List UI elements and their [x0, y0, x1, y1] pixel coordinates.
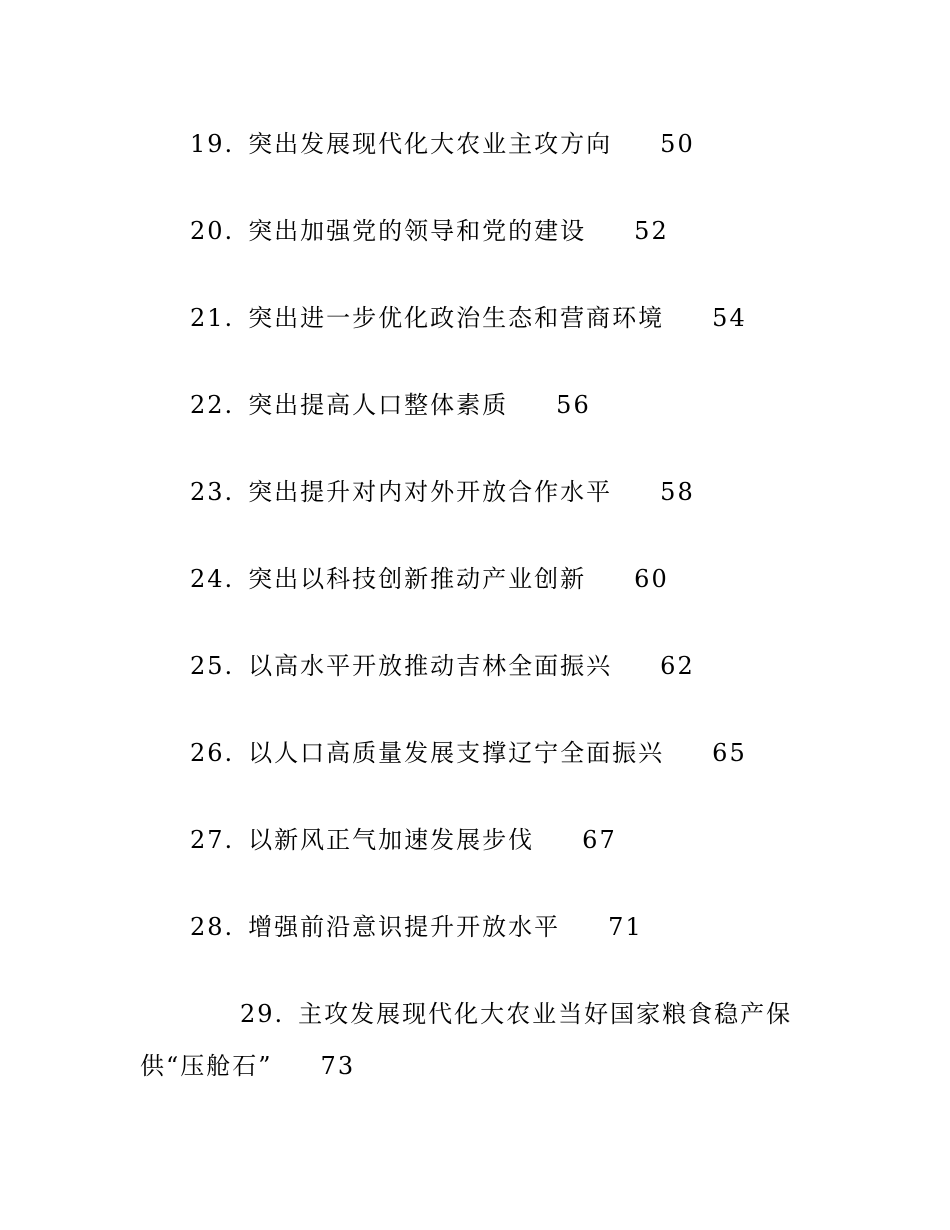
toc-entry-page: 67 [582, 826, 617, 854]
toc-entry-page: 52 [634, 217, 669, 245]
toc-entry-number: 28. [190, 913, 235, 941]
toc-entry-page: 62 [660, 652, 695, 680]
toc-entry-number: 19. [190, 130, 235, 158]
toc-entry-page: 58 [660, 478, 695, 506]
toc-entry-number: 24. [190, 565, 235, 593]
toc-entry-page: 50 [660, 130, 695, 158]
toc-entry-page: 56 [556, 391, 591, 419]
toc-entry-title: 突出发展现代化大农业主攻方向 [248, 130, 613, 158]
toc-entry[interactable] [140, 466, 815, 518]
toc-entry[interactable] [140, 205, 815, 257]
toc-entry-number: 26. [190, 739, 235, 767]
toc-entry-title: 以高水平开放推动吉林全面振兴 [248, 652, 613, 680]
toc-entry-title: 以人口高质量发展支撑辽宁全面振兴 [248, 739, 665, 767]
toc-entry[interactable] [140, 118, 815, 170]
toc-entry[interactable] [140, 727, 815, 779]
toc-entry-page: 60 [634, 565, 669, 593]
toc-entry-page: 54 [712, 304, 747, 332]
toc-entry-title: 增强前沿意识提升开放水平 [248, 913, 561, 941]
toc-entry-title: 突出提高人口整体素质 [248, 391, 509, 419]
toc-entry-number: 25. [190, 652, 235, 680]
toc-entry-title: 主攻发展现代化大农业当好国家粮食稳产保供“压舱石” [140, 1000, 793, 1080]
toc-entry-number: 22. [190, 391, 235, 419]
toc-entry-title: 突出以科技创新推动产业创新 [248, 565, 587, 593]
toc-entry[interactable] [140, 640, 815, 692]
toc-entry-number: 23. [190, 478, 235, 506]
toc-entry-page: 65 [712, 739, 747, 767]
toc-entry[interactable] [140, 988, 815, 1092]
toc-entry-title: 突出加强党的领导和党的建设 [248, 217, 587, 245]
toc-entry[interactable] [140, 814, 815, 866]
toc-entry[interactable] [140, 379, 815, 431]
table-of-contents [140, 118, 815, 1127]
toc-entry-title: 突出提升对内对外开放合作水平 [248, 478, 613, 506]
toc-entry-title: 突出进一步优化政治生态和营商环境 [248, 304, 665, 332]
toc-entry[interactable] [140, 553, 815, 605]
toc-entry[interactable] [140, 292, 815, 344]
toc-entry-number: 29. [240, 1000, 285, 1028]
toc-entry-number: 20. [190, 217, 235, 245]
toc-entry-number: 27. [190, 826, 235, 854]
toc-entry[interactable] [140, 901, 815, 953]
toc-entry-page: 73 [320, 1052, 356, 1080]
toc-entry-page: 71 [608, 913, 643, 941]
toc-entry-title: 以新风正气加速发展步伐 [248, 826, 535, 854]
toc-entry-number: 21. [190, 304, 235, 332]
